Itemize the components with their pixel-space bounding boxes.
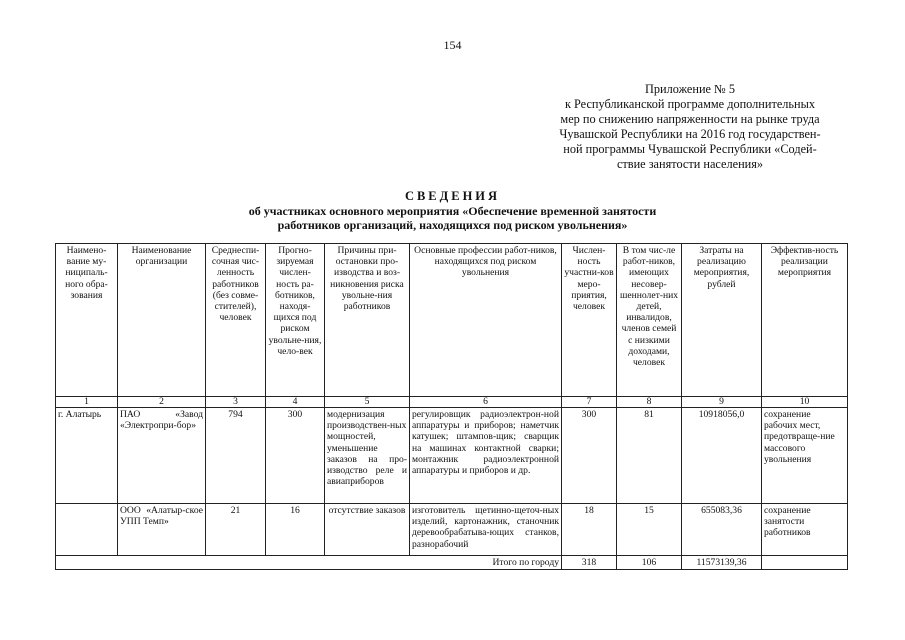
column-number: 1 xyxy=(56,397,118,408)
appendix-line: Чувашской Республики на 2016 год государствен- xyxy=(559,127,821,141)
vulnerable-cell: 81 xyxy=(617,408,682,504)
total-vulnerable: 106 xyxy=(617,556,682,570)
table-row xyxy=(56,408,848,504)
column-number: 7 xyxy=(562,397,617,408)
column-number: 8 xyxy=(617,397,682,408)
appendix-line: к Республиканской программе дополнительных xyxy=(564,97,816,111)
organization-cell: ООО «Алатыр-ское УПП Темп» xyxy=(118,504,206,556)
vulnerable-cell: 15 xyxy=(617,504,682,556)
header-cell: Основные профессии работ-ников, находящихся под риском увольнения xyxy=(410,244,562,397)
efficiency-cell: сохранение занятости работников xyxy=(762,504,848,556)
column-number: 2 xyxy=(118,397,206,408)
avg-staff-cell: 21 xyxy=(206,504,266,556)
header-cell: В том чис-ле работ-ников, имеющих несовер-шеннолет-них детей, инвалидов, членов семей с низкими доходами, человек xyxy=(617,244,682,397)
appendix-line: ствие занятости населения» xyxy=(616,157,764,171)
at-risk-cell: 300 xyxy=(266,408,325,504)
header-cell: Причины при-остановки про-изводства и воз-никновения риска увольне-ния работников xyxy=(325,244,410,397)
organization-cell: ПАО «Завод «Электропри-бор» xyxy=(118,408,206,504)
header-cell: Числен-ность участни-ков меро-приятия, человек xyxy=(562,244,617,397)
participants-cell: 300 xyxy=(562,408,617,504)
appendix-line: ной программы Чувашской Республики «Содей- xyxy=(563,142,817,156)
document-subtitle: об участниках основного мероприятия «Обеспечение временной занятости xyxy=(248,204,657,218)
costs-cell: 10918056,0 xyxy=(682,408,762,504)
column-number: 4 xyxy=(266,397,325,408)
header-cell: Среднеспи-сочная чис-ленность работников (без совме-стителей), человек xyxy=(206,244,266,397)
participants-table xyxy=(55,243,848,570)
municipality-cell: г. Алатырь xyxy=(56,408,118,504)
header-cell: Наимено-вание му-ниципаль-ного обра-зования xyxy=(56,244,118,397)
reasons-cell: отсутствие заказов xyxy=(325,504,410,556)
at-risk-cell: 16 xyxy=(266,504,325,556)
total-row xyxy=(56,556,848,570)
table-row xyxy=(56,504,848,556)
total-efficiency-empty xyxy=(762,556,848,570)
column-number: 5 xyxy=(325,397,410,408)
total-participants: 318 xyxy=(562,556,617,570)
total-costs: 11573139,36 xyxy=(682,556,762,570)
efficiency-cell: сохранение рабочих мест, предотвраще-ние массового увольнения xyxy=(762,408,848,504)
professions-cell: регулировщик радиоэлектрон-ной аппаратуры и приборов; наметчик катушек; штампов-щик; сварщик на машинах контактной сварки; монтажник радиоэлектронной аппаратуры и приборов и др. xyxy=(410,408,562,504)
column-number: 3 xyxy=(206,397,266,408)
document-title: СВЕДЕНИЯ xyxy=(404,189,501,203)
participants-cell: 18 xyxy=(562,504,617,556)
costs-cell: 655083,36 xyxy=(682,504,762,556)
appendix-line: Приложение № 5 xyxy=(644,82,736,96)
total-label: Итого по городу xyxy=(56,556,562,570)
reasons-cell: модернизация производствен-ных мощностей, уменьшение заказов на про-изводство реле и авиаприборов xyxy=(325,408,410,504)
document-subtitle: работников организаций, находящихся под риском увольнения» xyxy=(277,218,628,232)
table-header-row xyxy=(56,244,848,397)
column-number: 9 xyxy=(682,397,762,408)
appendix-note xyxy=(520,82,860,172)
header-cell: Затраты на реализацию мероприятия, рублей xyxy=(682,244,762,397)
avg-staff-cell: 794 xyxy=(206,408,266,504)
header-cell: Эффектив-ность реализации мероприятия xyxy=(762,244,848,397)
professions-cell: изготовитель щетинно-щеточ-ных изделий, картонажник, станочник деревообрабатыва-ющих станков, разнорабочий xyxy=(410,504,562,556)
document-heading xyxy=(0,188,905,232)
column-number: 10 xyxy=(762,397,848,408)
header-cell: Наименование организации xyxy=(118,244,206,397)
municipality-cell xyxy=(56,504,118,556)
page-number: 154 xyxy=(443,38,462,52)
header-cell: Прогно-зируемая числен-ность ра-ботников, находя-щихся под риском увольне-ния, чело-век xyxy=(266,244,325,397)
column-number: 6 xyxy=(410,397,562,408)
appendix-line: мер по снижению напряженности на рынке труда xyxy=(560,112,820,126)
column-number-row xyxy=(56,397,848,408)
